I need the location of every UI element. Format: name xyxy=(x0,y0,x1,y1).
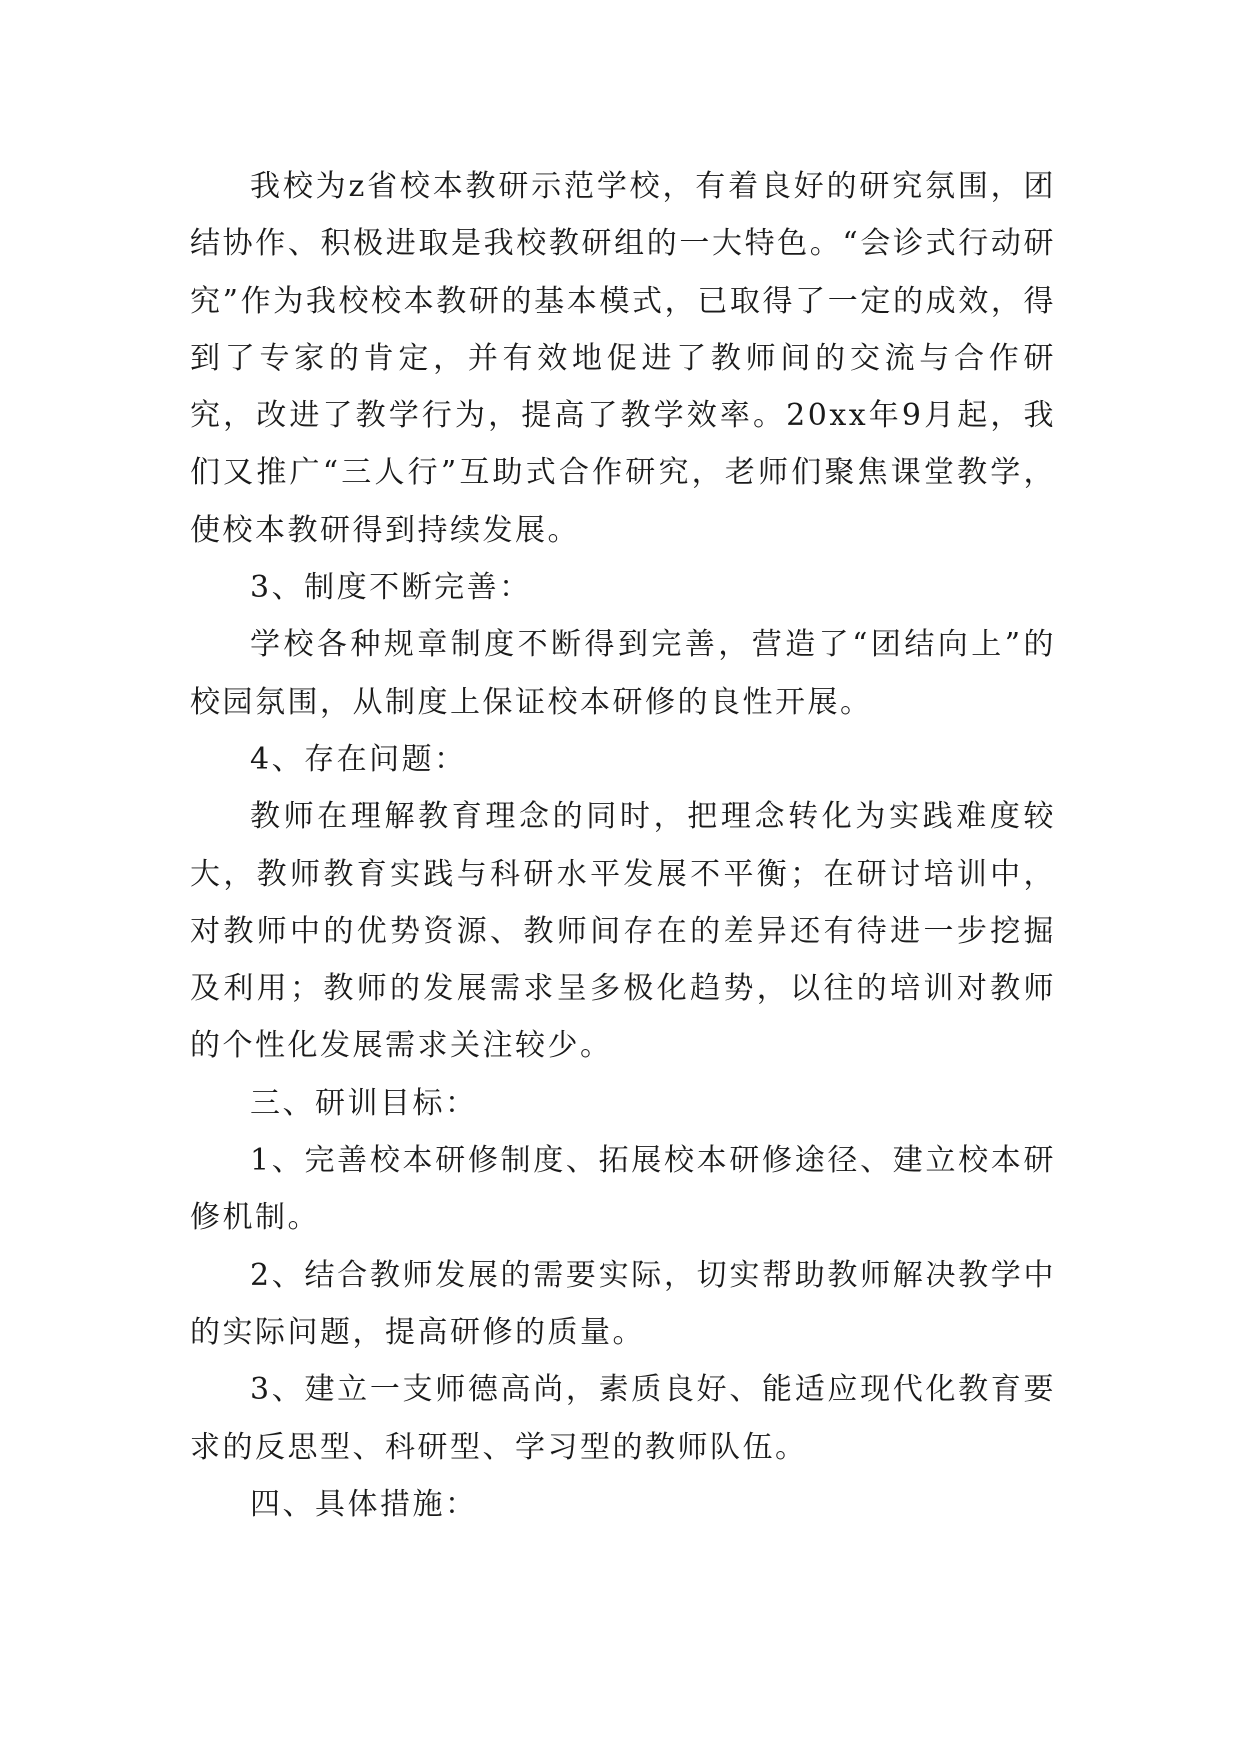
heading-existing-problems: 4、存在问题： xyxy=(250,741,467,777)
paragraph-goal-1: 1、完善校本研修制度、拓展校本研修途径、建立校本研修机制。 xyxy=(190,1143,1056,1236)
heading-training-goals: 三、研训目标： xyxy=(250,1085,478,1121)
paragraph-existing-problems: 教师在理解教育理念的同时，把理念转化为实践难度较大，教师教育实践与科研水平发展不平衡；在研讨培训中，对教师中的优势资源、教师间存在的差异还有待进一步挖掘及利用；教师的发展需求呈多极化趋势，以往的培训对教师的个性化发展需求关注较少。 xyxy=(190,799,1056,1064)
paragraph-system-improvement: 学校各种规章制度不断得到完善，营造了“团结向上”的校园氛围，从制度上保证校本研修的良性开展。 xyxy=(190,627,1056,720)
heading-system-improvement: 3、制度不断完善： xyxy=(250,570,532,606)
paragraph-goal-2: 2、结合教师发展的需要实际，切实帮助教师解决教学中的实际问题，提高研修的质量。 xyxy=(190,1257,1056,1350)
paragraph-goal-3: 3、建立一支师德高尚，素质良好、能适应现代化教育要求的反思型、科研型、学习型的教师队伍。 xyxy=(190,1372,1056,1465)
paragraph-intro: 我校为z省校本教研示范学校，有着良好的研究氛围，团结协作、积极进取是我校教研组的一大特色。“会诊式行动研究”作为我校校本教研的基本模式，已取得了一定的成效，得到了专家的肯定，并有效地促进了教师间的交流与合作研究，改进了教学行为，提高了教学效率。20xx年9月起，我们又推广“三人行”互助式合作研究，老师们聚焦课堂教学，使校本教研得到持续发展。 xyxy=(190,169,1056,548)
document-body xyxy=(190,158,1056,1533)
heading-specific-measures: 四、具体措施： xyxy=(250,1486,478,1522)
